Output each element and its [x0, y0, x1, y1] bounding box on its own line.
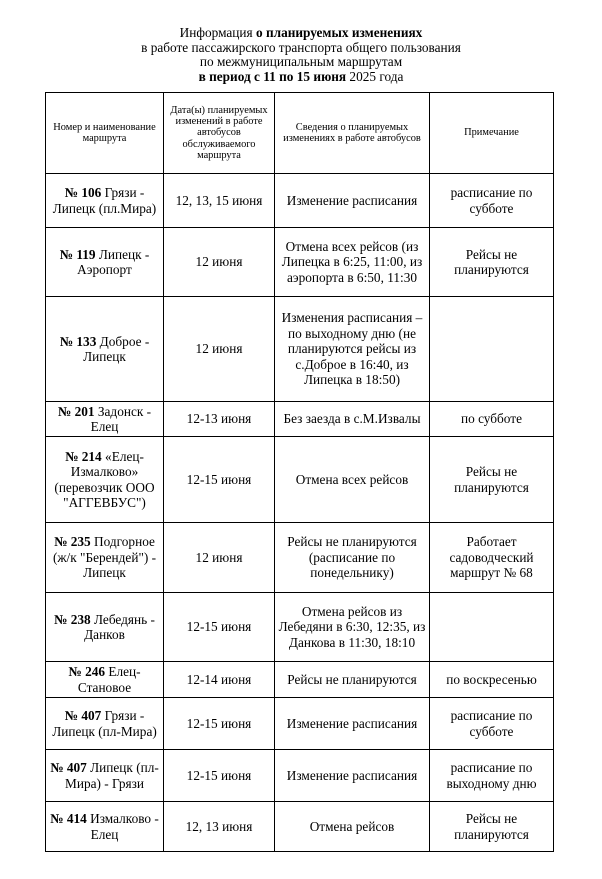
changes-cell: Отмена рейсов из Лебедяни в 6:30, 12:35, из Данкова в 11:30, 18:10 [275, 593, 430, 662]
title-line-1-bold: о планируемых изменениях [255, 25, 423, 40]
dates-cell: 12 июня [164, 297, 275, 402]
table-row [46, 297, 554, 402]
title-line-1-prefix: Информация [179, 25, 256, 40]
route-name: Измалково - Елец [86, 811, 159, 842]
route-name: Лебедянь - Данков [84, 611, 155, 642]
dates-cell: 12-15 июня [164, 593, 275, 662]
changes-cell: Отмена рейсов [275, 802, 430, 852]
route-number: № 238 [54, 611, 91, 627]
dates-cell: 12, 13, 15 июня [164, 174, 275, 228]
route-cell [46, 402, 164, 437]
note-cell [430, 297, 554, 402]
note-cell: по воскресенью [430, 662, 554, 698]
route-number: № 119 [59, 246, 96, 262]
note-cell: Рейсы не планируются [430, 228, 554, 297]
note-cell: Рейсы не планируются [430, 437, 554, 523]
changes-cell: Без заезда в с.М.Извалы [275, 402, 430, 437]
dates-cell: 12-14 июня [164, 662, 275, 698]
note-cell: расписание по субботе [430, 174, 554, 228]
note-cell: расписание по субботе [430, 698, 554, 750]
table-header-row [46, 93, 554, 174]
route-name: Грязи - Липецк (пл-Мира) [52, 708, 157, 739]
route-name: Липецк - Аэропорт [77, 246, 150, 277]
table-row [46, 662, 554, 698]
route-number: № 235 [54, 534, 91, 550]
note-cell: по субботе [430, 402, 554, 437]
header-note: Примечание [430, 93, 554, 174]
route-number: № 133 [59, 333, 97, 349]
header-route: Номер и наименование маршрута [46, 93, 164, 174]
table-row [46, 402, 554, 437]
changes-cell: Изменения расписания – по выходному дню (не планируются рейсы из с.Доброе в 16:40, из Липецка в 18:50) [275, 297, 430, 402]
changes-cell: Рейсы не планируются (расписание по понедельнику) [275, 523, 430, 593]
changes-cell: Отмена всех рейсов (из Липецка в 6:25, 11:00, из аэропорта в 6:50, 11:30 [275, 228, 430, 297]
title-period: в период с 11 по 15 июня [198, 68, 347, 84]
route-name: Подгорное (ж/к "Берендей") - Липецк [52, 534, 157, 581]
route-name: Елец-Становое [77, 664, 141, 695]
route-number: № 407 [50, 760, 87, 776]
route-name: Липецк (пл-Мира) - Грязи [65, 760, 159, 791]
title-line-4 [0, 70, 602, 85]
table-row [46, 437, 554, 523]
table-row [46, 802, 554, 852]
table-row [46, 750, 554, 802]
route-cell [46, 174, 164, 228]
route-name: «Елец-Измалково» (перевозчик ООО "АГГЕВБУС") [54, 448, 155, 510]
route-cell [46, 593, 164, 662]
route-number: № 201 [57, 403, 95, 419]
title-line-2: в работе пассажирского транспорта общего пользования [141, 39, 461, 55]
dates-cell: 12-15 июня [164, 437, 275, 523]
title-line-3: по межмуниципальным маршрутам [199, 54, 403, 70]
table-row [46, 523, 554, 593]
route-cell [46, 228, 164, 297]
route-cell [46, 437, 164, 523]
table-row [46, 228, 554, 297]
note-cell: Рейсы не планируются [430, 802, 554, 852]
schedule-table [45, 92, 554, 852]
route-name: Грязи - Липецк (пл.Мира) [52, 185, 157, 216]
dates-cell: 12-15 июня [164, 750, 275, 802]
table-row [46, 593, 554, 662]
header-dates: Дата(ы) планируемых изменений в работе автобусов обслуживаемого маршрута [164, 93, 275, 174]
route-cell [46, 750, 164, 802]
route-cell [46, 297, 164, 402]
changes-cell: Изменение расписания [275, 698, 430, 750]
title-line-1 [0, 26, 602, 41]
document-title [0, 26, 602, 84]
table-row [46, 174, 554, 228]
changes-cell: Рейсы не планируются [275, 662, 430, 698]
route-name: Доброе - Липецк [83, 333, 150, 364]
dates-cell: 12-13 июня [164, 402, 275, 437]
route-number: № 414 [50, 811, 87, 827]
route-number: № 214 [65, 448, 102, 464]
table-row [46, 698, 554, 750]
route-number: № 407 [64, 708, 102, 724]
route-cell [46, 662, 164, 698]
dates-cell: 12, 13 июня [164, 802, 275, 852]
changes-cell: Изменение расписания [275, 750, 430, 802]
route-cell [46, 698, 164, 750]
note-cell: Работает садоводческий маршрут № 68 [430, 523, 554, 593]
dates-cell: 12-15 июня [164, 698, 275, 750]
route-cell [46, 523, 164, 593]
route-name: Задонск - Елец [90, 403, 152, 434]
route-number: № 106 [64, 185, 102, 201]
dates-cell: 12 июня [164, 228, 275, 297]
route-number: № 246 [68, 664, 106, 680]
route-cell [46, 802, 164, 852]
header-changes: Сведения о планируемых изменениях в работе автобусов [275, 93, 430, 174]
changes-cell: Отмена всех рейсов [275, 437, 430, 523]
changes-cell: Изменение расписания [275, 174, 430, 228]
title-year: 2025 года [346, 68, 404, 84]
note-cell [430, 593, 554, 662]
dates-cell: 12 июня [164, 523, 275, 593]
note-cell: расписание по выходному дню [430, 750, 554, 802]
